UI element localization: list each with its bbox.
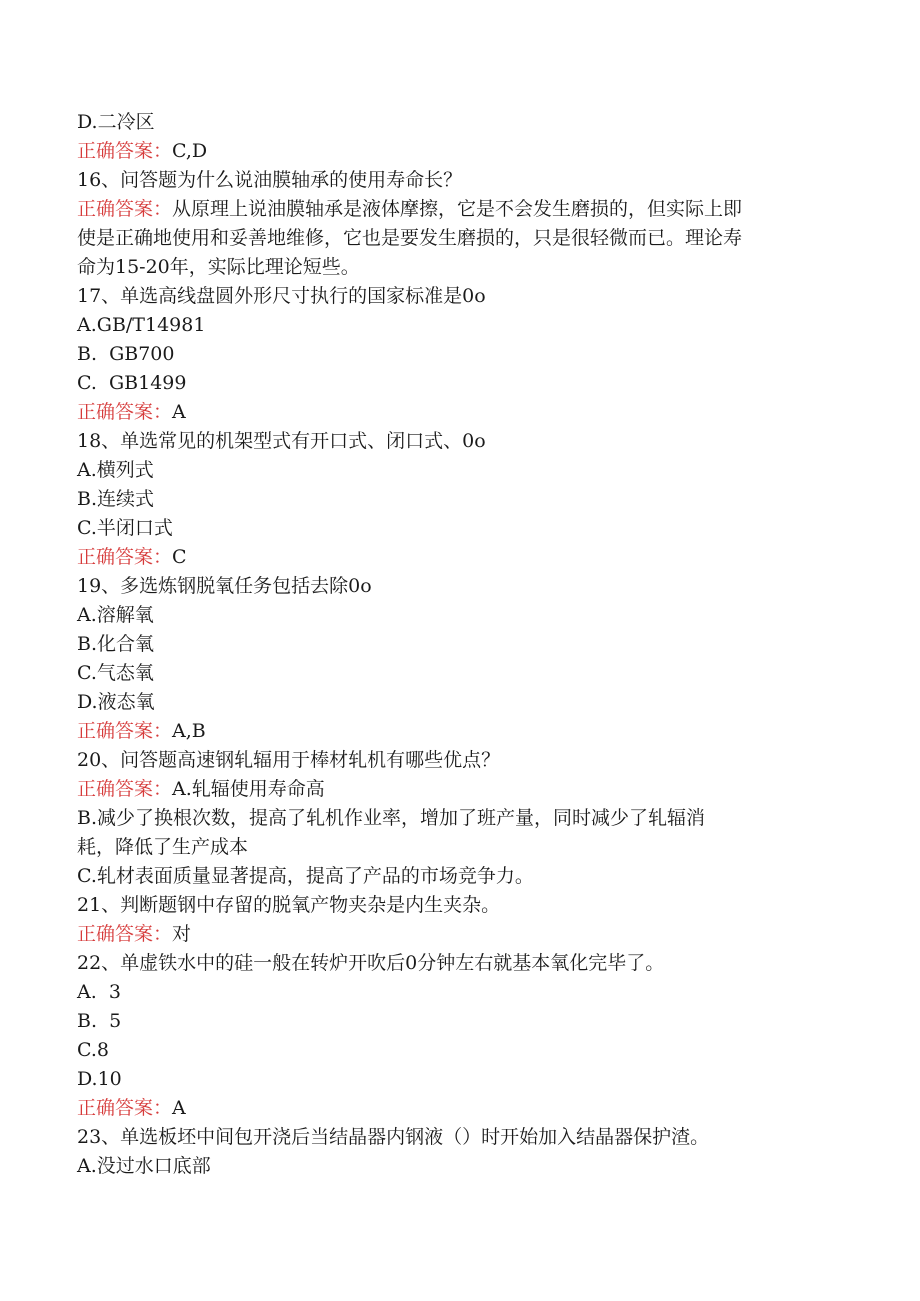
- question-line: 21、判断题钢中存留的脱氧产物夹杂是内生夹杂。: [77, 894, 501, 916]
- option-line: A.没过水口底部: [77, 1155, 211, 1177]
- answer-label: 正确答案：: [77, 720, 173, 742]
- answer-value: A,B: [172, 720, 206, 742]
- option-line: A.GB/T14981: [77, 314, 206, 336]
- answer-line: [77, 775, 847, 804]
- answer-label: 正确答案：: [77, 546, 173, 568]
- answer-value: A.轧辐使用寿命高: [172, 778, 325, 800]
- answer-continuation: 耗，降低了生产成本: [77, 836, 249, 858]
- answer-value: C,D: [172, 140, 208, 162]
- answer-label: 正确答案：: [77, 401, 173, 423]
- option-line: C.气态氧: [77, 662, 154, 684]
- answer-value: 从原理上说油膜轴承是液体摩擦，它是不会发生磨损的，但实际上即: [172, 198, 743, 220]
- question-line: 23、单选板坯中间包开浇后当结晶器内钢液（）时开始加入结晶器保护渣。: [77, 1126, 710, 1148]
- question-line: 22、单虚铁水中的硅一般在转炉开吹后0分钟左右就基本氧化完毕了。: [77, 952, 665, 974]
- answer-line: [77, 920, 847, 949]
- answer-continuation: 使是正确地使用和妥善地维修，它也是要发生磨损的，只是很轻微而已。理论寿: [77, 227, 743, 249]
- answer-label: 正确答案：: [77, 198, 173, 220]
- answer-label: 正确答案：: [77, 1097, 173, 1119]
- answer-value: C: [172, 546, 187, 568]
- document-page: [77, 108, 847, 1181]
- answer-line: [77, 543, 847, 572]
- option-line: D.液态氧: [77, 691, 155, 713]
- option-line: A.溶解氧: [77, 604, 154, 626]
- answer-value: A: [172, 401, 186, 423]
- answer-value: A: [172, 1097, 186, 1119]
- option-line: C.半闭口式: [77, 517, 173, 539]
- option-line: B. 5: [77, 1010, 122, 1032]
- option-line: B.化合氧: [77, 633, 155, 655]
- answer-label: 正确答案：: [77, 778, 173, 800]
- answer-line: [77, 137, 847, 166]
- answer-value: 对: [172, 923, 192, 945]
- question-line: 19、多选炼钢脱氧任务包括去除0o: [77, 575, 372, 597]
- question-line: 20、问答题高速钢轧辐用于棒材轧机有哪些优点？: [77, 749, 501, 771]
- question-line: 16、问答题为什么说油膜轴承的使用寿命长？: [77, 169, 463, 191]
- option-line: B.连续式: [77, 488, 155, 510]
- option-line: C.8: [77, 1039, 109, 1061]
- answer-line: [77, 717, 847, 746]
- answer-continuation: 命为15-20年，实际比理论短些。: [77, 256, 360, 278]
- question-line: 18、单选常见的机架型式有开口式、闭口式、0o: [77, 430, 486, 452]
- answer-line: [77, 1094, 847, 1123]
- option-line: C. GB1499: [77, 372, 187, 394]
- question-line: 17、单选高线盘圆外形尺寸执行的国家标准是0o: [77, 285, 486, 307]
- answer-line: [77, 195, 847, 224]
- answer-continuation: C.轧材表面质量显著提高，提高了产品的市场竞争力。: [77, 865, 534, 887]
- option-line: A. 3: [77, 981, 121, 1003]
- answer-line: [77, 398, 847, 427]
- option-line: A.横列式: [77, 459, 154, 481]
- option-line: D.10: [77, 1068, 122, 1090]
- answer-continuation: B.减少了换根次数，提高了轧机作业率，增加了班产量，同时减少了轧辐消: [77, 807, 706, 829]
- option-line: D.二冷区: [77, 111, 155, 133]
- answer-label: 正确答案：: [77, 923, 173, 945]
- option-line: B. GB700: [77, 343, 175, 365]
- answer-label: 正确答案：: [77, 140, 173, 162]
